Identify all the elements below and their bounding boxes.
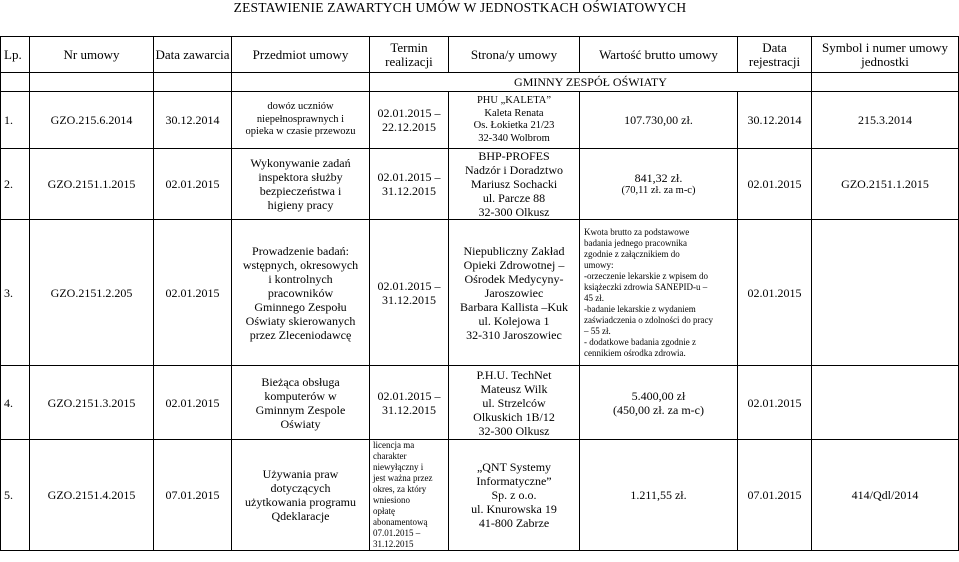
cell-przedmiot-line: Gminnego Zespołu <box>254 299 347 314</box>
cell-wartosc-line: zaświadczenia o zdolności do pracy <box>584 314 713 325</box>
cell-strona-line: Nadzór i Doradztwo <box>465 163 563 177</box>
cell-data-zawarcia: 02.01.2015 <box>154 149 232 220</box>
cell-strona <box>449 92 580 149</box>
cell-wartosc-line: 1.211,55 zł. <box>630 488 687 502</box>
cell-strona-line: Mariusz Sochacki <box>470 177 558 191</box>
cell-strona <box>449 220 580 366</box>
cell-przedmiot-line: inspektora służby <box>258 170 343 184</box>
cell-wartosc-line: 107.730,00 zł. <box>624 113 693 127</box>
cell-termin-note-line: opłatę <box>373 506 395 516</box>
header-data-rejestracji: Data rejestracji <box>738 37 812 73</box>
cell-przedmiot <box>232 440 370 551</box>
cell-przedmiot-line: dowóz uczniów <box>267 101 334 113</box>
cell-przedmiot <box>232 220 370 366</box>
cell-data-rejestracji: 02.01.2015 <box>738 149 812 220</box>
cell-symbol: 215.3.2014 <box>812 92 959 149</box>
cell-przedmiot-line: pracowników <box>267 285 334 300</box>
header-wartosc: Wartość brutto umowy <box>580 37 738 73</box>
cell-symbol: 414/Qdl/2014 <box>812 440 959 551</box>
cell-nr-umowy: GZO.2151.1.2015 <box>30 149 154 220</box>
cell-strona-line: ul. Knurowska 19 <box>471 502 557 516</box>
section-row <box>1 73 959 92</box>
cell-data-zawarcia: 02.01.2015 <box>154 220 232 366</box>
table-row <box>1 366 959 440</box>
cell-przedmiot-line: niepełnosprawnych i <box>256 113 345 125</box>
cell-przedmiot <box>232 149 370 220</box>
cell-nr-umowy: GZO.2151.2.205 <box>30 220 154 366</box>
cell-symbol <box>812 366 959 440</box>
cell-wartosc-line: umowy: <box>584 259 614 270</box>
cell-termin-line: 02.01.2015 – <box>377 278 441 293</box>
cell-przedmiot-line: wstępnych, okresowych <box>242 257 359 272</box>
cell-strona-line: Jaroszowiec <box>484 285 544 300</box>
cell-przedmiot <box>232 92 370 149</box>
cell-termin-line: 31.12.2015 <box>382 184 436 198</box>
cell-data-zawarcia: 07.01.2015 <box>154 440 232 551</box>
cell-termin <box>370 149 449 220</box>
cell-strona-line: Os. Łokietka 21/23 <box>473 120 555 131</box>
cell-wartosc-line: 5.400,00 zł <box>631 388 686 403</box>
page-title: ZESTAWIENIE ZAWARTYCH UMÓW W JEDNOSTKACH OŚWIATOWYCH <box>233 0 687 15</box>
cell-termin-line: 02.01.2015 – <box>377 106 441 120</box>
cell-data-rejestracji: 02.01.2015 <box>738 366 812 440</box>
cell-termin-line: 31.12.2015 <box>382 292 436 307</box>
cell-strona-line: Mateusz Wilk <box>480 381 548 396</box>
cell-strona-line: „QNT Systemy <box>476 460 552 474</box>
cell-nr-umowy: GZO.2151.3.2015 <box>30 366 154 440</box>
cell-przedmiot-line: Gminnym Zespole <box>255 402 346 417</box>
cell-termin <box>370 220 449 366</box>
table-row <box>1 220 959 366</box>
table-row <box>1 92 959 149</box>
cell-przedmiot-line: i kontrolnych <box>268 271 333 286</box>
cell-termin <box>370 92 449 149</box>
cell-lp: 4. <box>1 366 30 440</box>
cell-strona-line: Sp. z o.o. <box>491 488 537 502</box>
cell-termin-note-line: 31.12.2015 <box>373 539 414 549</box>
cell-przedmiot-line: higieny pracy <box>267 198 334 212</box>
cell-strona-line: Informatyczne” <box>476 474 552 488</box>
cell-przedmiot-line: Prowadzenie badań: <box>252 243 349 258</box>
cell-termin-line: 02.01.2015 – <box>377 388 441 403</box>
cell-wartosc-line: -badanie lekarskie z wydaniem <box>584 303 696 314</box>
cell-wartosc-line: (450,00 zł. za m-c) <box>613 402 704 417</box>
cell-nr-umowy: GZO.2151.4.2015 <box>30 440 154 551</box>
cell-lp: 2. <box>1 149 30 220</box>
cell-termin-note-line: niewyłączny i <box>373 462 424 472</box>
cell-wartosc <box>580 366 738 440</box>
cell-strona-line: PHU „KALETA” <box>476 95 552 106</box>
cell-przedmiot-line: bezpieczeństwa i <box>259 184 342 198</box>
header-row <box>1 37 959 73</box>
cell-przedmiot-line: Oświaty <box>280 416 321 431</box>
cell-wartosc <box>580 440 738 551</box>
cell-przedmiot-line: opieka w czasie przewozu <box>245 126 356 138</box>
cell-strona-line: 32-300 Olkusz <box>478 205 550 219</box>
cell-wartosc-line: badania jednego pracownika <box>584 237 687 248</box>
section-label: GMINNY ZESPÓŁ OŚWIATY <box>370 73 812 92</box>
cell-wartosc-line: książeczki zdrowia SANEPID-u – <box>584 281 708 292</box>
cell-data-zawarcia: 30.12.2014 <box>154 92 232 149</box>
cell-data-rejestracji: 30.12.2014 <box>738 92 812 149</box>
cell-data-rejestracji: 07.01.2015 <box>738 440 812 551</box>
cell-strona-line: 32-300 Olkusz <box>478 423 550 438</box>
header-nr-umowy: Nr umowy <box>30 37 154 73</box>
header-strona: Strona/y umowy <box>449 37 580 73</box>
header-lp: Lp. <box>1 37 30 73</box>
header-symbol: Symbol i numer umowy jednostki <box>812 37 959 73</box>
cell-strona-line: Barbara Kallista –Kuk <box>460 299 568 314</box>
cell-strona-line: Niepubliczny Zakład <box>463 243 565 258</box>
cell-lp: 1. <box>1 92 30 149</box>
cell-termin-line: 02.01.2015 – <box>377 170 441 184</box>
cell-symbol: GZO.2151.1.2015 <box>812 149 959 220</box>
contracts-table <box>0 36 959 551</box>
cell-data-rejestracji: 02.01.2015 <box>738 220 812 366</box>
cell-przedmiot-line: komputerów w <box>264 388 337 403</box>
cell-wartosc <box>580 92 738 149</box>
cell-data-zawarcia: 02.01.2015 <box>154 366 232 440</box>
table-row <box>1 149 959 220</box>
cell-termin <box>370 366 449 440</box>
cell-wartosc-line: -orzeczenie lekarskie z wpisem do <box>584 270 708 281</box>
cell-wartosc-line: – 55 zł. <box>584 325 611 336</box>
cell-strona-line: P.H.U. TechNet <box>476 367 552 382</box>
cell-lp: 5. <box>1 440 30 551</box>
cell-przedmiot-line: dotyczących <box>270 481 331 495</box>
cell-termin-note-line: jest ważna przez <box>373 473 433 483</box>
cell-termin-note-line: okres, za który <box>373 484 427 494</box>
header-termin: Termin realizacji <box>370 37 449 73</box>
cell-przedmiot-line: użytkowania programu <box>245 495 356 509</box>
cell-termin-note-line: wniesiono <box>373 495 410 505</box>
cell-strona-line: BHP-PROFES <box>478 149 550 163</box>
cell-termin-line: 22.12.2015 <box>382 120 436 134</box>
cell-przedmiot-line: Wykonywanie zadań <box>250 156 351 170</box>
cell-strona-line: ul. Kolejowa 1 <box>478 313 550 328</box>
header-przedmiot: Przedmiot umowy <box>232 37 370 73</box>
cell-wartosc-line: (70,11 zł. za m-c) <box>621 184 696 196</box>
cell-wartosc <box>580 220 738 366</box>
header-data-zawarcia: Data zawarcia <box>154 37 232 73</box>
cell-termin-note-line: abonamentową <box>373 517 428 527</box>
cell-wartosc-line: zgodnie z załącznikiem do <box>584 248 680 259</box>
cell-termin <box>370 440 449 551</box>
cell-termin-note-line: charakter <box>373 451 407 461</box>
cell-symbol <box>812 220 959 366</box>
cell-termin-note-line: 07.01.2015 – <box>373 528 421 538</box>
cell-lp: 3. <box>1 220 30 366</box>
cell-strona-line: Olkuskich 1B/12 <box>473 409 555 424</box>
cell-strona-line: ul. Strzelców <box>482 395 546 410</box>
cell-termin-line: 31.12.2015 <box>382 402 436 417</box>
cell-strona <box>449 440 580 551</box>
cell-wartosc-line: Kwota brutto za podstawowe <box>584 226 690 237</box>
cell-strona-line: Ośrodek Medycyny- <box>464 271 564 286</box>
cell-przedmiot-line: Oświaty skierowanych <box>245 313 356 328</box>
cell-wartosc-line: cennikiem ośrodka zdrowia. <box>584 347 686 358</box>
cell-strona-line: ul. Parcze 88 <box>482 191 546 205</box>
cell-strona <box>449 149 580 220</box>
cell-przedmiot-line: Bieżąca obsługa <box>261 374 340 389</box>
table-row <box>1 440 959 551</box>
cell-przedmiot-line: Qdeklaracje <box>271 509 330 523</box>
cell-wartosc-line: 45 zł. <box>584 292 604 303</box>
cell-wartosc-line: - dodatkowe badania zgodnie z <box>584 336 696 347</box>
cell-przedmiot <box>232 366 370 440</box>
cell-strona-line: Kaleta Renata <box>484 107 544 119</box>
cell-strona-line: 41-800 Zabrze <box>478 516 550 530</box>
cell-przedmiot-line: przez Zleceniodawcę <box>249 327 352 342</box>
cell-strona <box>449 366 580 440</box>
cell-nr-umowy: GZO.215.6.2014 <box>30 92 154 149</box>
cell-strona-line: Opieki Zdrowotnej – <box>463 257 565 272</box>
cell-wartosc-line: 841,32 zł. <box>634 170 683 185</box>
cell-strona-line: 32-310 Jaroszowiec <box>466 327 562 342</box>
cell-termin-note-line: licencja ma <box>373 440 415 450</box>
cell-strona-line: 32-340 Wolbrom <box>478 132 550 144</box>
cell-przedmiot-line: Używania praw <box>262 467 339 481</box>
cell-wartosc <box>580 149 738 220</box>
